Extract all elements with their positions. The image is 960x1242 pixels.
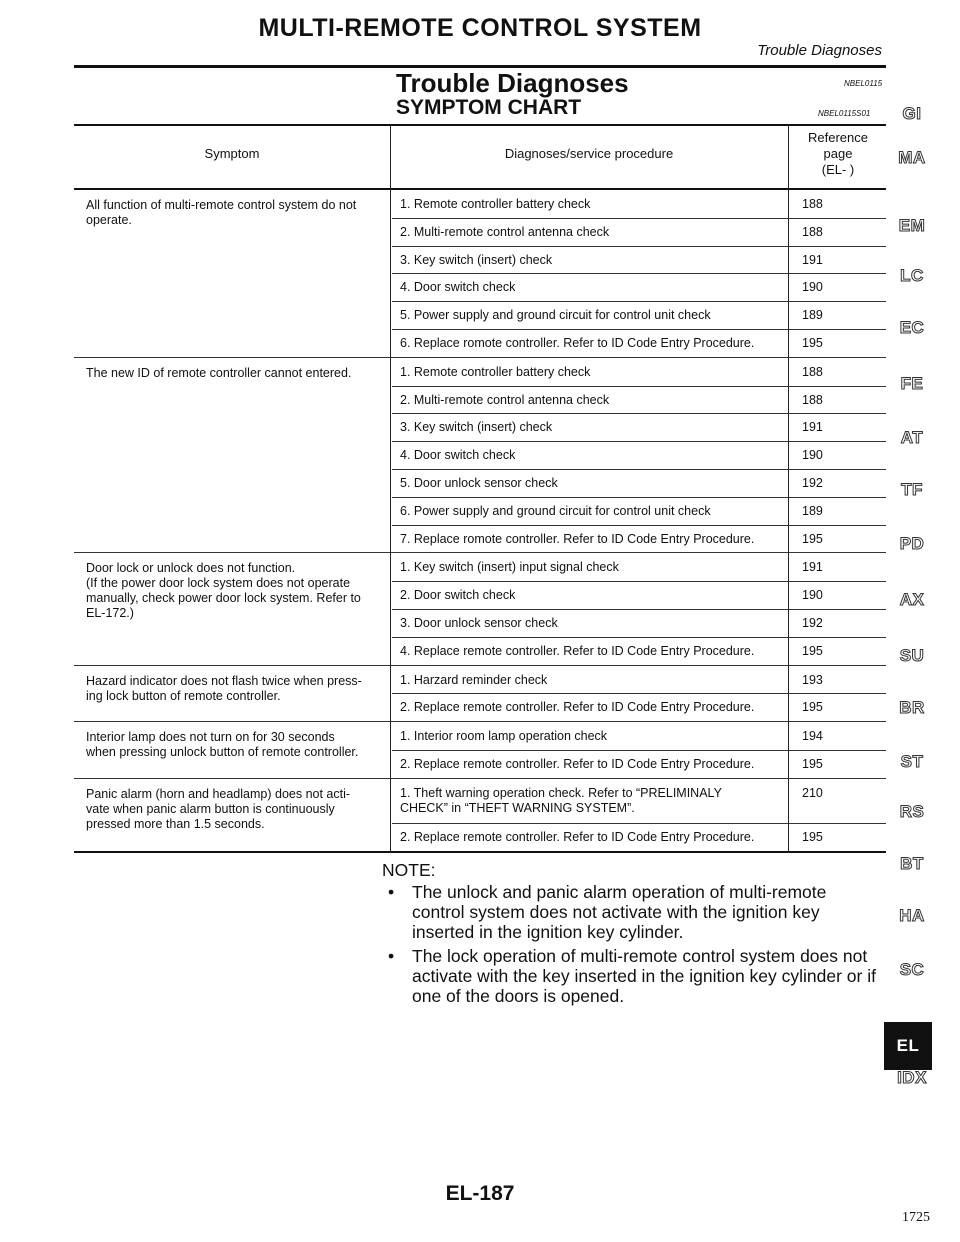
reference-page-cell: 188 [802, 224, 823, 239]
header-procedure: Diagnoses/service procedure [504, 146, 674, 161]
subsection-code: NBEL0115S01 [818, 109, 871, 118]
procedure-cell: 2. Multi-remote control antenna check [400, 224, 610, 239]
section-tab-rs[interactable]: RS [899, 802, 925, 821]
procedure-cell: 6. Replace romote controller. Refer to ID Code Entry Procedure. [400, 336, 755, 350]
symptom-line: operate. [86, 213, 132, 227]
section-tab-ec[interactable]: EC [899, 318, 925, 337]
procedure-cell: 3. Key switch (insert) check [400, 420, 553, 435]
reference-page-cell: 191 [802, 420, 823, 435]
procedure-cell: 3. Key switch (insert) check [400, 252, 553, 267]
page-header-title: MULTI-REMOTE CONTROL SYSTEM [258, 14, 702, 42]
procedure-cell: 1. Theft warning operation check. Refer to “PRELIMINALY CHECK” in “THEFT WARNING SYSTEM”. [400, 785, 722, 815]
procedure-cell: 4. Door switch check [400, 280, 516, 295]
section-tab-st[interactable]: ST [900, 752, 924, 771]
group-rule [74, 665, 886, 666]
section-tab-ma[interactable]: MA [898, 148, 926, 167]
page-footer-label: EL-187 [445, 1182, 515, 1205]
section-tab-el[interactable]: EL [884, 1022, 932, 1070]
reference-page-cell: 210 [802, 785, 823, 800]
symptom-line: when pressing unlock button of remote controller. [86, 745, 359, 760]
column-divider [788, 126, 789, 853]
reference-page-cell: 188 [802, 197, 823, 211]
header-rule [74, 188, 886, 190]
note-block [382, 860, 882, 1010]
reference-page-cell: 193 [802, 672, 823, 687]
row-rule [392, 525, 886, 526]
symptom-line: All function of multi-remote control system do not [86, 198, 357, 212]
symptom-cell [86, 730, 386, 760]
section-tab-idx[interactable]: IDX [897, 1068, 927, 1087]
procedure-cell: 6. Power supply and ground circuit for control unit check [400, 503, 711, 518]
section-tab-lc[interactable]: LC [900, 266, 924, 285]
reference-page-cell: 191 [802, 560, 823, 575]
reference-page-cell: 189 [802, 308, 823, 323]
symptom-line: EL-172.) [86, 606, 134, 621]
section-tab-fe[interactable]: FE [900, 374, 924, 393]
row-rule [392, 246, 886, 247]
procedure-cell: 1. Remote controller battery check [400, 364, 591, 379]
reference-page-cell: 190 [802, 448, 823, 463]
section-tab-tf[interactable]: TF [901, 480, 923, 499]
row-rule [392, 386, 886, 387]
row-rule [392, 693, 886, 694]
symptom-line: vate when panic alarm button is continuously [86, 801, 335, 816]
section-tab-su[interactable]: SU [899, 646, 925, 665]
reference-page-cell: 194 [802, 729, 823, 744]
procedure-cell: 2. Replace remote controller. Refer to ID Code Entry Procedure. [400, 829, 755, 844]
section-tab-at[interactable]: AT [900, 428, 924, 447]
symptom-cell [86, 366, 386, 381]
row-rule [392, 497, 886, 498]
section-tab-em[interactable]: EM [898, 216, 926, 235]
reference-page-cell: 188 [802, 364, 823, 379]
symptom-line: Door lock or unlock does not function. [86, 561, 296, 576]
symptom-line: Panic alarm (horn and headlamp) does not acti- [86, 786, 351, 801]
reference-page-cell: 192 [802, 476, 823, 490]
section-tab-gi[interactable]: GI [902, 104, 922, 123]
reference-page-cell: 191 [802, 252, 823, 267]
procedure-cell: 2. Multi-remote control antenna check [400, 392, 610, 407]
symptom-line: The new ID of remote controller cannot entered. [86, 365, 352, 380]
header-symptom: Symptom [204, 146, 260, 161]
reference-page-cell: 195 [802, 700, 823, 715]
procedure-cell: 4. Replace remote controller. Refer to ID Code Entry Procedure. [400, 643, 755, 658]
row-rule [392, 441, 886, 442]
group-rule [74, 851, 886, 853]
reference-page-cell: 195 [802, 643, 823, 658]
column-divider [390, 126, 391, 853]
symptom-cell [86, 561, 386, 621]
symptom-line: manually, check power door lock system. Refer to [86, 591, 361, 606]
symptom-line: (If the power door lock system does not operate [86, 576, 351, 591]
procedure-cell: 2. Door switch check [400, 588, 516, 603]
reference-page-cell: 188 [802, 392, 823, 407]
group-rule [74, 778, 886, 779]
table-top-rule [74, 124, 886, 126]
group-rule [74, 357, 886, 358]
header-reference-line: Reference [808, 130, 868, 145]
section-tab-pd[interactable]: PD [899, 534, 925, 553]
reference-page-cell: 189 [802, 503, 823, 518]
reference-page-cell: 190 [802, 280, 823, 295]
row-rule [392, 469, 886, 470]
reference-page-cell: 195 [802, 531, 823, 546]
row-rule [392, 273, 886, 274]
symptom-line: Hazard indicator does not flash twice when press- [86, 673, 362, 688]
symptom-cell [86, 787, 386, 832]
note-item: • The unlock and panic alarm operation of multi-remote control system does not activate with the ignition key inserted in the ignition key cylinder. [382, 882, 882, 942]
row-rule [392, 301, 886, 302]
symptom-line: ing lock button of remote controller. [86, 688, 281, 703]
procedure-cell: 3. Door unlock sensor check [400, 616, 558, 630]
section-tab-br[interactable]: BR [899, 698, 925, 717]
row-rule [392, 218, 886, 219]
procedure-cell: 2. Replace remote controller. Refer to ID Code Entry Procedure. [400, 757, 755, 771]
symptom-cell [86, 198, 386, 228]
subsection-title: SYMPTOM CHART [396, 96, 582, 119]
row-rule [392, 329, 886, 330]
reference-page-cell: 190 [802, 588, 823, 603]
header-reference-line: page [823, 146, 853, 161]
section-tab-ax[interactable]: AX [899, 590, 925, 609]
procedure-cell: 5. Door unlock sensor check [400, 476, 558, 490]
procedure-cell: 4. Door switch check [400, 448, 516, 463]
header-reference [790, 130, 886, 178]
reference-page-cell: 195 [802, 336, 823, 350]
procedure-cell: 1. Harzard reminder check [400, 672, 548, 687]
reference-page-cell: 195 [802, 757, 823, 771]
reference-page-cell: 192 [802, 616, 823, 630]
row-rule [392, 750, 886, 751]
symptom-line: Interior lamp does not turn on for 30 seconds [86, 730, 335, 745]
section-title: Trouble Diagnoses [396, 68, 629, 98]
section-tab-ha[interactable]: HA [899, 906, 925, 925]
procedure-cell: 1. Interior room lamp operation check [400, 729, 608, 744]
page-header-caption: Trouble Diagnoses [757, 42, 882, 59]
procedure-cell: 5. Power supply and ground circuit for control unit check [400, 308, 711, 323]
symptom-line: pressed more than 1.5 seconds. [86, 816, 265, 831]
procedure-cell: 2. Replace remote controller. Refer to ID Code Entry Procedure. [400, 700, 755, 715]
note-label: NOTE: [382, 860, 436, 880]
section-code: NBEL0115 [844, 79, 883, 88]
procedure-cell: 1. Key switch (insert) input signal check [400, 560, 619, 575]
procedure-cell: 1. Remote controller battery check [400, 197, 591, 211]
row-rule [392, 413, 886, 414]
section-tab-bt[interactable]: BT [900, 854, 924, 873]
group-rule [74, 721, 886, 722]
note-item: • The lock operation of multi-remote control system does not activate with the key inserted in the ignition key cylinder or if one of the doors is opened. [382, 946, 882, 1006]
reference-page-cell: 195 [802, 829, 823, 844]
section-tab-sc[interactable]: SC [899, 960, 925, 979]
header-reference-line: (EL- ) [821, 162, 855, 177]
page-number: 1725 [902, 1210, 930, 1225]
row-rule [392, 637, 886, 638]
group-rule [74, 552, 886, 553]
symptom-cell [86, 674, 386, 704]
row-rule [392, 609, 886, 610]
procedure-cell: 7. Replace romote controller. Refer to ID Code Entry Procedure. [400, 531, 755, 546]
row-rule [392, 581, 886, 582]
row-rule [392, 823, 886, 824]
